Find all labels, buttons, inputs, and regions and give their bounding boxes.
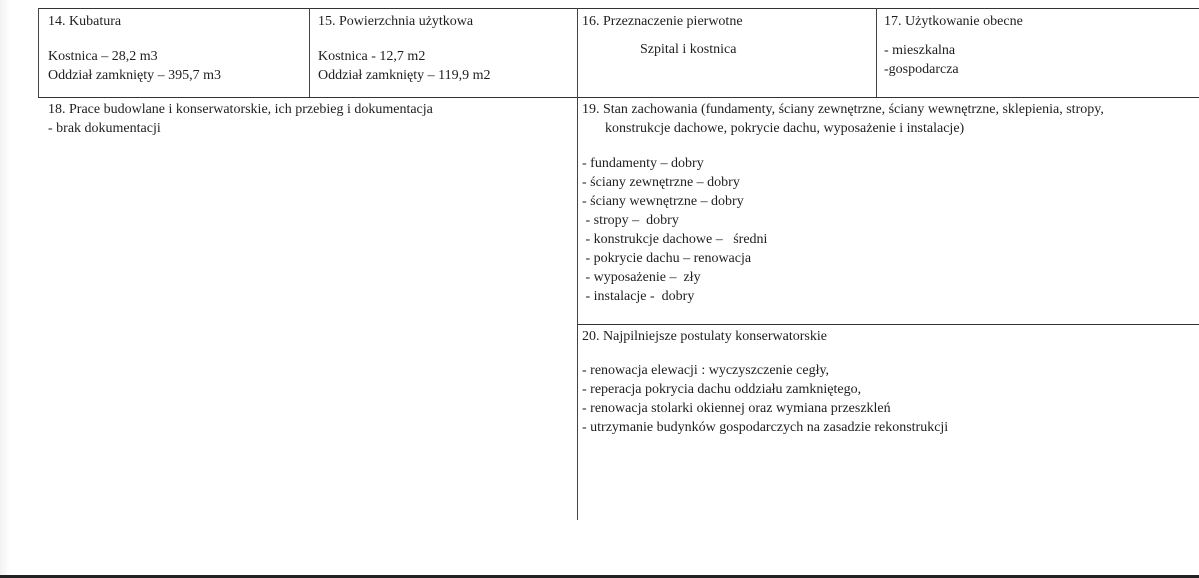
- postulaty-header: 20. Najpilniejsze postulaty konserwatorskie: [582, 329, 827, 344]
- postulaty-item: - reperacja pokrycia dachu oddziału zamkniętego,: [582, 382, 862, 397]
- stan-item: - instalacje - dobry: [582, 289, 695, 304]
- cell-stan-zachowania: [582, 100, 1194, 306]
- stan-item: - fundamenty – dobry: [582, 156, 704, 171]
- kubatura-header: 14. Kubatura: [48, 14, 122, 29]
- kubatura-line-1: Kostnica – 28,2 m3: [48, 49, 158, 64]
- stan-header-line-2: konstrukcje dachowe, pokrycie dachu, wyposażenie i instalacje): [605, 121, 965, 136]
- col-14-15-divider: [309, 8, 310, 97]
- cell-prace-budowlane: [48, 100, 568, 138]
- postulaty-item: - renowacja elewacji : wyczyszczenie cegły,: [582, 363, 830, 378]
- cell-postulaty: [582, 327, 1194, 437]
- powierzchnia-header: 15. Powierzchnia użytkowa: [318, 14, 474, 29]
- row-19-20-divider: [577, 324, 1199, 325]
- stan-item: - wyposażenie – zły: [582, 270, 701, 285]
- stan-item: - stropy – dobry: [582, 213, 679, 228]
- prace-header: 18. Prace budowlane i konserwatorskie, ich przebieg i dokumentacja: [48, 102, 433, 117]
- uzytkowanie-line-1: - mieszkalna: [884, 43, 956, 58]
- powierzchnia-line-2: Oddział zamknięty – 119,9 m2: [318, 68, 491, 83]
- przeznaczenie-header: 16. Przeznaczenie pierwotne: [582, 14, 743, 29]
- stan-item: - pokrycie dachu – renowacja: [582, 251, 752, 266]
- stan-item: - ściany zewnętrzne – dobry: [582, 175, 740, 190]
- stan-list: [582, 154, 1194, 306]
- table-top-border: [38, 8, 1199, 9]
- uzytkowanie-line-2: -gospodarcza: [884, 62, 959, 77]
- postulaty-list: [582, 361, 1194, 437]
- row1-bottom-border: [38, 97, 1199, 98]
- prace-line-1: - brak dokumentacji: [48, 121, 161, 136]
- stan-item: - ściany wewnętrzne – dobry: [582, 194, 744, 209]
- col-15-16-divider: [577, 8, 578, 520]
- col-16-17-divider: [876, 8, 877, 97]
- postulaty-item: - utrzymanie budynków gospodarczych na zasadzie rekonstrukcji: [582, 420, 949, 435]
- kubatura-line-2: Oddział zamknięty – 395,7 m3: [48, 68, 222, 83]
- cell-kubatura: [48, 12, 306, 85]
- cell-przeznaczenie: [582, 12, 872, 59]
- postulaty-item: - renowacja stolarki okiennej oraz wymiana przeszkleń: [582, 401, 891, 416]
- stan-header-line-1: 19. Stan zachowania (fundamenty, ściany zewnętrzne, ściany wewnętrzne, sklepienia, stropy,: [582, 102, 1104, 117]
- przeznaczenie-value: Szpital i kostnica: [640, 42, 737, 57]
- stan-item: - konstrukcje dachowe – średni: [582, 232, 768, 247]
- uzytkowanie-header: 17. Użytkowanie obecne: [884, 14, 1023, 29]
- cell-uzytkowanie: [884, 12, 1194, 79]
- cell-powierzchnia: [318, 12, 574, 85]
- scan-edge-shadow: [0, 0, 10, 578]
- powierzchnia-line-1: Kostnica - 12,7 m2: [318, 49, 426, 64]
- table-left-border: [38, 8, 39, 97]
